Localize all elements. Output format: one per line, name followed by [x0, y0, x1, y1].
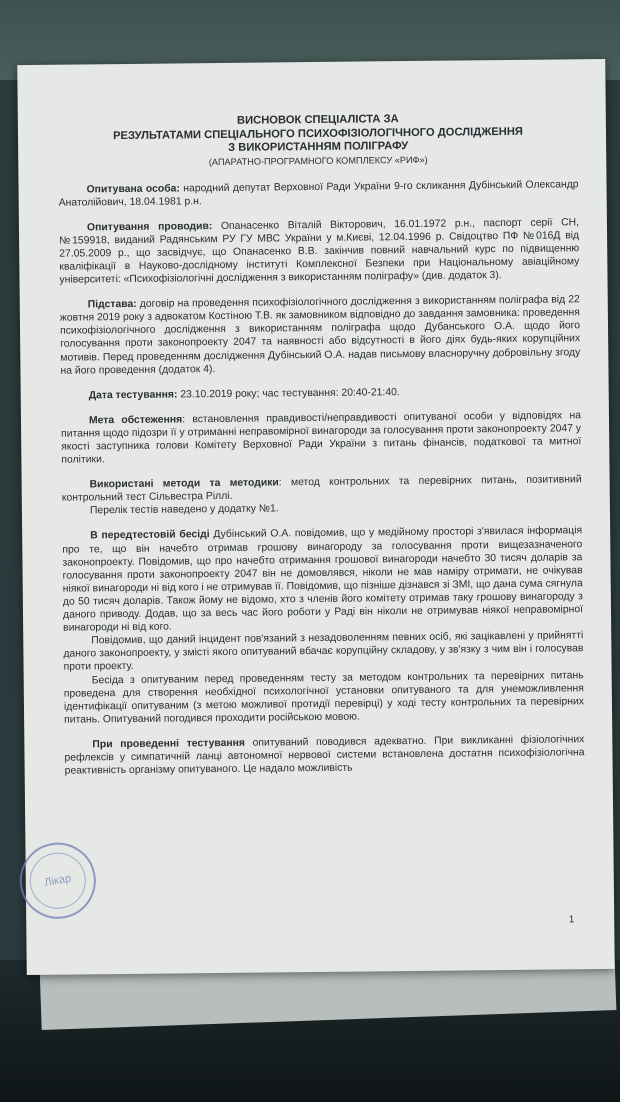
title-line-2: РЕЗУЛЬТАТАМИ СПЕЦІАЛЬНОГО ПСИХОФІЗІОЛОГІЧНОГО ДОСЛІДЖЕННЯ: [112, 125, 524, 142]
title-line-1: ВИСНОВОК СПЕЦІАЛІСТА ЗА: [236, 113, 399, 127]
stamp-text: Лікар: [43, 872, 73, 890]
pretest-label: В передтестовій бесіді: [90, 529, 210, 542]
pretest-paragraph-2: Повідомив, що даний інцидент пов'язаний з незадоволенням певних осіб, які зацікавлені у прийнятті даного законопроекту, у змісті якого опитуваний вбачає корупційну складову, у зв'язку з чим він і голосував проти проекту.: [63, 630, 584, 674]
page-number: 1: [568, 914, 575, 926]
methods-list-reference: Перелік тестів наведено у додатку №1.: [89, 503, 279, 517]
document-page: [17, 59, 614, 975]
pretest-text: Дубінський О.А. повідомив, що у медійному просторі з'явилася інформація про те, що він начебто отримав грошову винагороду за голосування проти вищезазначеного законопроекту. Повідомив, що про начебто отримання грошової винагороди начебто 30 тисяч доларів за голосування проти законопроекту 2047 він не домовлявся, ніколи не мав наміру отримати, не очікував ніякої винагороди ні від кого і не отримував її. Повідомив, що пізніше дізнався зі ЗМІ, що дана сума сягнула до 50 тисяч доларів. Також йому не відомо, хто з членів його комітету отримав таку грошову винагороду з даного приводу. Додав, що за весь час його роботи у Раді він ніколи не отримував ніякої неправомірної винагороди ні від кого.: [62, 525, 584, 634]
methods-label: Використані методи та методики: [89, 477, 279, 491]
pretest-paragraph: [62, 525, 583, 635]
testing-paragraph: [64, 733, 584, 778]
goal-label: Мета обстеження: [88, 414, 183, 427]
date-text: 23.10.2019 року; час тестування: 20:40-21:40.: [180, 386, 400, 401]
examiner-text: Опанасенко Віталій Вікторович, 16.01.1972 р.н., паспорт серії СН, №159918, виданий Радянським РУ ГУ МВС України у м.Києві, 12.04.1996 р. Свідоцтво ПФ №016Д від 27.05.2009 р., що засвідчує, що Опанасенко В.В. закінчив повний навчальний курс по підвищенню кваліфікації в Науково-дослідному інституті Комплексної Безпеки при Національному авіаційному університеті: «Психофізіологічні дослідження з використанням поліграфу» (див. додаток 3).: [59, 216, 580, 286]
examiner-paragraph: [59, 216, 580, 287]
document-content: [58, 111, 585, 778]
title-subtitle: (АПАРАТНО-ПРОГРАМНОГО КОМПЛЕКСУ «РИФ»): [208, 154, 428, 167]
person-text: народний депутат Верховної Ради України 9-го скликання Дубінський Олександр Анатолійович, 18.04.1981 р.н.: [58, 178, 579, 209]
person-label: Опитувана особа:: [86, 182, 180, 195]
testing-text: опитуваний поводився адекватно. При викликанні фізіологічних рефлексів у симпатичній ланці автономної нервової системи встановлена достатня психофізіологічна реактивність організму опитуваного. Це надало можливість: [64, 734, 585, 777]
stamp-seal: [13, 836, 102, 925]
pretest-paragraph-3: Бесіда з опитуваним перед проведенням тесту за методом контрольних та перевірних питань проведена для створення необхідної психологічної установки опитуваного та для унеможливлення ідентифікації опитуваним (з метою можливої протидії перевірці) у ході тесту контрольних та перевірних питань. Опитуваний погодився проходити російською мовою.: [63, 669, 585, 726]
basis-paragraph: [60, 293, 581, 377]
basis-label: Підстава:: [87, 299, 137, 311]
goal-paragraph: [61, 409, 582, 467]
basis-text: договір на проведення психофізіологічного дослідження з використанням поліграфа від 22 жовтня 2019 року з адвокатом Костіною Т.В. як замовником відповідно до завдання замовника: проведення психофізіологічного дослідження з використанням поліграфа щодо Дубанського О.А. щодо його голосування проти законопроекту 2047 та наявності або відсутності в його діях будь-яких корупційних мотивів. Перед проведенням дослідження Дубінський О.А. надав письмову власноручну добровільну згоду на його проведення (додаток 4).: [59, 294, 581, 377]
methods-text: : метод контрольних та перевірних питань, позитивний контрольний тест Сільвестра Ріллі.: [61, 474, 582, 504]
testing-label: При проведенні тестування: [92, 737, 246, 751]
examiner-label: Опитування проводив:: [86, 220, 213, 234]
goal-text: : встановлення правдивості/неправдивості опитуваної особи у відповідях на питання щодо підозри її у отриманні неправомірної винагороди за голосування проти законопроекту 2047 у якості заступника голови Комітету Верховної Ради України з питань фінансів, податкової та митної політики.: [61, 410, 582, 466]
date-label: Дата тестування:: [88, 389, 178, 402]
title-line-3: З ВИКОРИСТАННЯМ ПОЛІГРАФУ: [228, 140, 409, 154]
